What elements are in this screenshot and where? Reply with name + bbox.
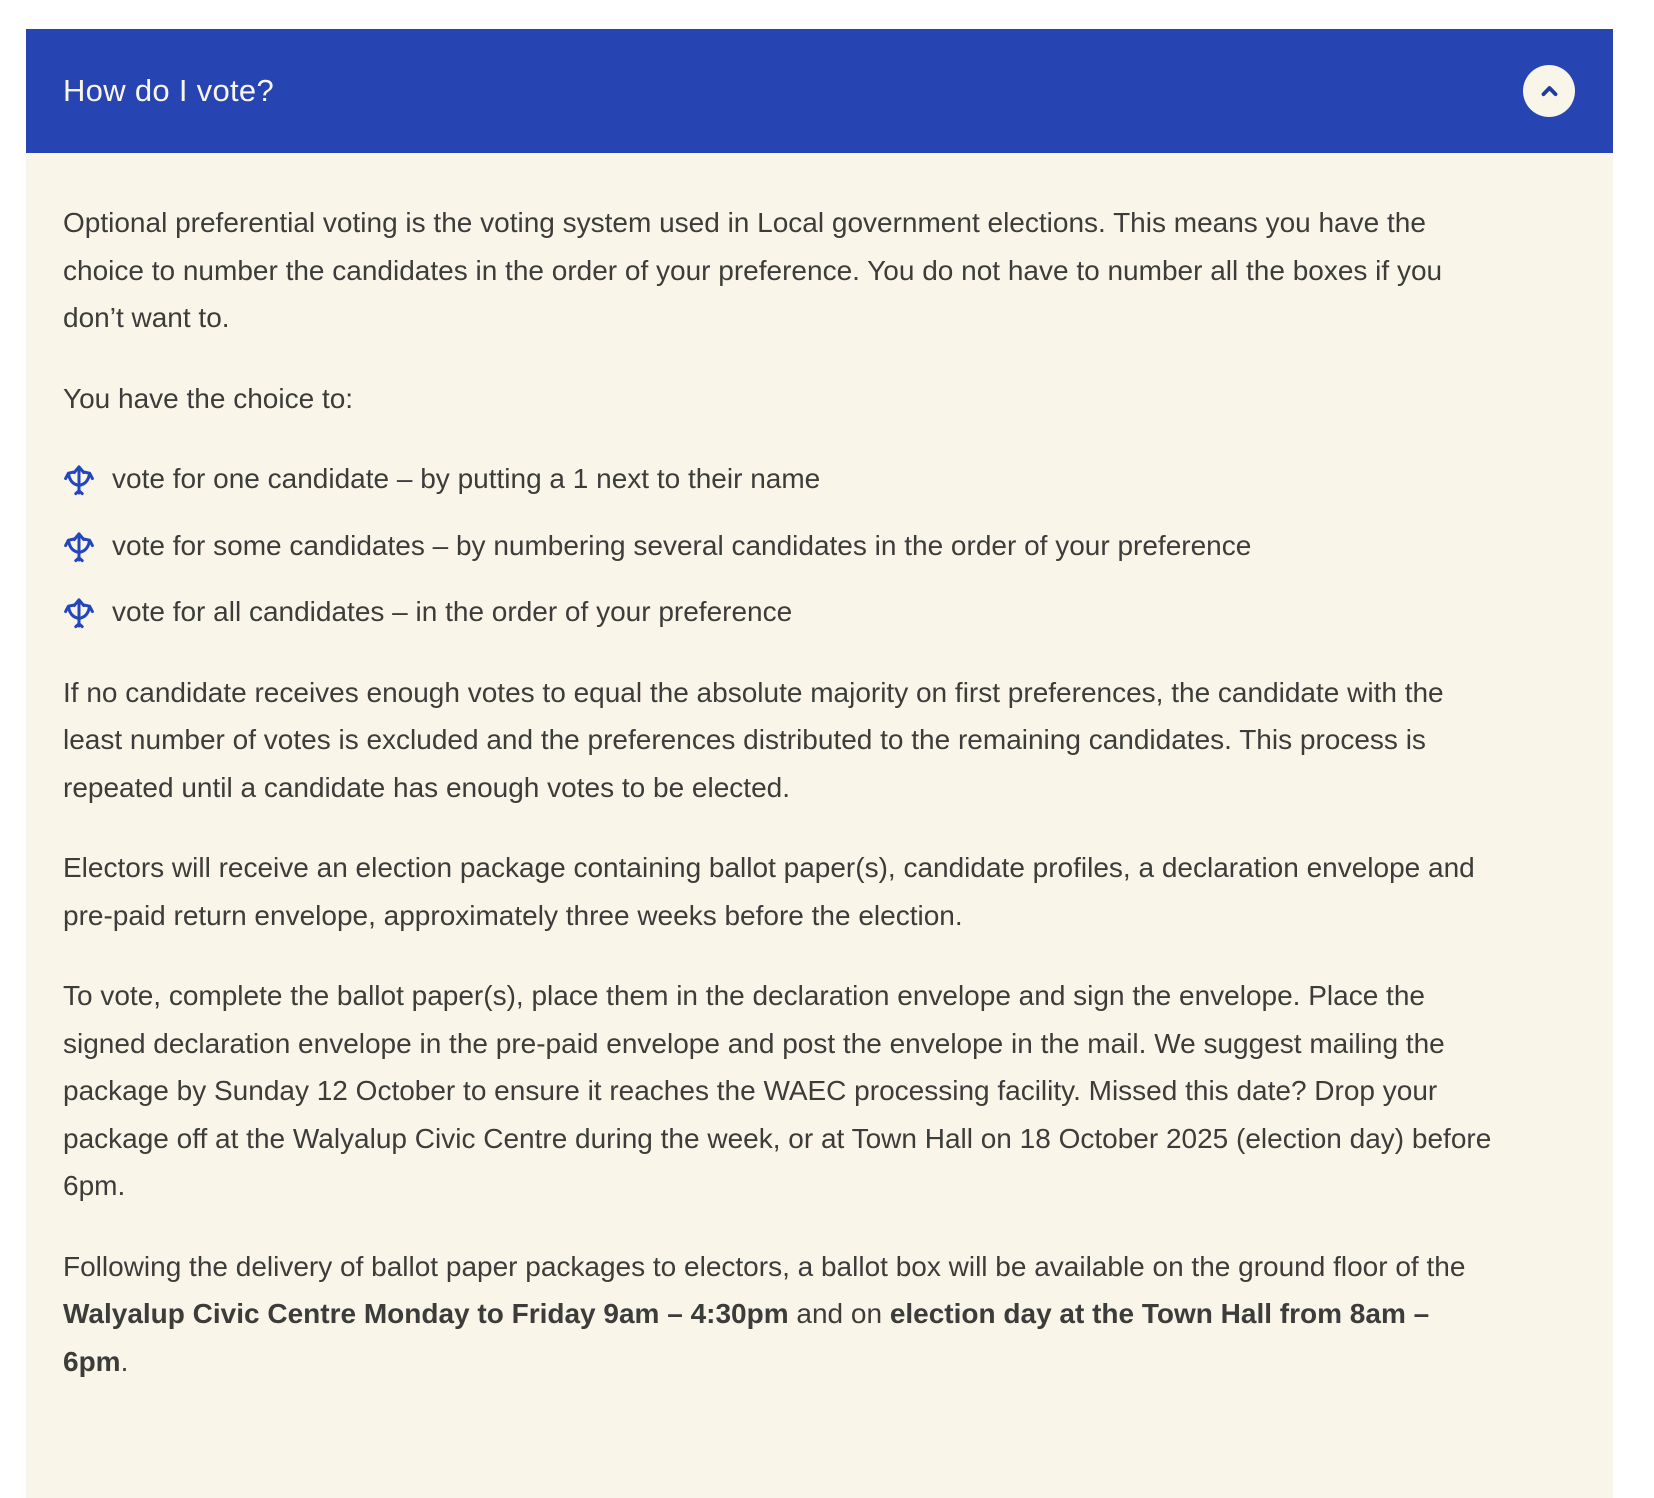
paragraph-intro: Optional preferential voting is the voting system used in Local government elections. This means you have the choice to number the candidates in the order of your preference. You do not have to number all the boxes if you don’t want to. bbox=[63, 207, 1443, 333]
accordion-panel bbox=[26, 29, 1613, 1498]
list-item bbox=[63, 588, 1493, 636]
collapse-button[interactable] bbox=[1523, 65, 1575, 117]
list-item bbox=[63, 455, 1493, 503]
list-item bbox=[63, 522, 1493, 570]
paragraph-how-to-vote: To vote, complete the ballot paper(s), place them in the declaration envelope and sign the envelope. Place the signed declaration envelope in the pre-paid envelope and post the envelope in the mail. We suggest mailing the package by Sunday 12 October to ensure it reaches the WAEC processing facility. Missed this date? Drop your package off at the Walyalup Civic Centre during the week, or at Town Hall on 18 October 2025 (election day) before 6pm. bbox=[63, 980, 1492, 1201]
accordion-header[interactable] bbox=[26, 29, 1613, 153]
paragraph-counting: If no candidate receives enough votes to equal the absolute majority on first preferences, the candidate with the least number of votes is excluded and the preferences distributed to the remaining candidates. This process is repeated until a candidate has enough votes to be elected. bbox=[63, 676, 1444, 803]
list-item-text: vote for all candidates – in the order of your preference bbox=[112, 596, 793, 627]
highlight-bold-text: Walyalup Civic Centre Monday to Friday 9am – 4:30pm bbox=[63, 1298, 789, 1329]
trident-bullet-icon bbox=[63, 594, 95, 630]
accordion-title: How do I vote? bbox=[63, 73, 274, 108]
list-item-text: vote for some candidates – by numbering several candidates in the order of your preference bbox=[112, 529, 1252, 561]
paragraph-election-package: Electors will receive an election package containing ballot paper(s), candidate profiles, a declaration envelope and pre-paid return envelope, approximately three weeks before the election. bbox=[63, 852, 1475, 931]
trident-bullet-icon bbox=[63, 528, 95, 564]
choices-list bbox=[63, 455, 1493, 636]
trident-bullet-icon bbox=[63, 461, 95, 497]
paragraph-ballot-box: Following the delivery of ballot paper packages to electors, a ballot box will be available on the ground floor of the Walyalup Civic Centre Monday to Friday 9am – 4:30pm and on election day at the Town Hall from 8am – 6pm. bbox=[63, 1250, 1466, 1377]
accordion-body bbox=[26, 153, 1613, 1498]
chevron-up-icon bbox=[1534, 76, 1565, 107]
paragraph-choices-lead: You have the choice to: bbox=[63, 382, 354, 414]
list-item-text: vote for one candidate – by putting a 1 next to their name bbox=[112, 463, 821, 494]
highlight-bold-text: election day at the Town Hall from 8am – 6pm bbox=[63, 1298, 1430, 1377]
